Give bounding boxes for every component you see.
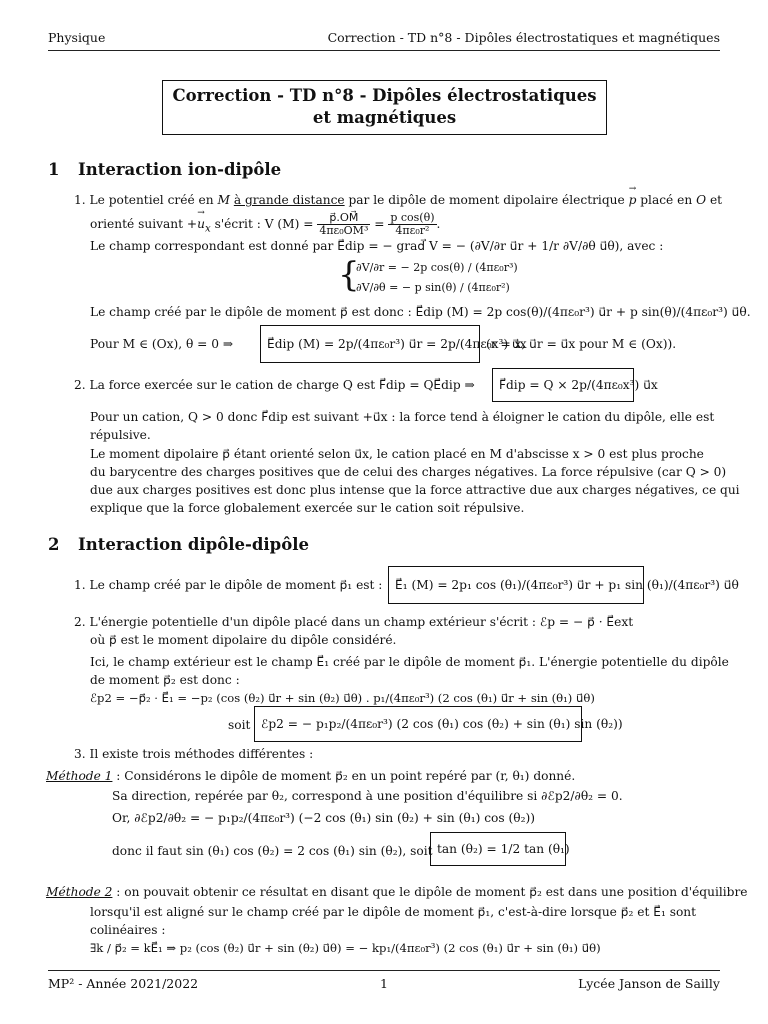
- header-subject: Physique: [48, 30, 106, 45]
- method-1-line2: Sa direction, repérée par θ₂, correspond à une position d'équilibre si ∂ℰp2/∂θ₂ = 0.: [112, 789, 623, 803]
- item-number: 2.: [74, 378, 86, 392]
- text: par le dipôle de moment dipolaire électrique: [348, 193, 625, 207]
- text: La force exercée sur le cation de charge Q est F⃗dip = QE⃗dip ⇒: [89, 378, 475, 392]
- s1-item1-line1: 1. Le potentiel créé en M à grande distance par le dipôle de moment dipolaire électrique → p placé en O et: [74, 192, 722, 208]
- text: Le potentiel créé en: [89, 193, 214, 207]
- section-1-number: 1: [48, 160, 60, 179]
- s1-item2-p1: Pour un cation, Q > 0 donc F⃗dip est suivant +u⃗x : la force tend à éloigner le cation du dipôle, elle est: [90, 410, 715, 424]
- section-2-number: 2: [48, 535, 60, 554]
- s2-item2-soit: soit: [228, 718, 251, 732]
- page-header: [48, 30, 720, 48]
- footer-school: Lycée Janson de Sailly: [578, 976, 720, 991]
- system-brace: {: [338, 255, 360, 295]
- section-1-heading: [48, 160, 281, 179]
- s2-item2-line1: [74, 614, 633, 630]
- text: Le champ créé par le dipôle de moment p⃗₁ est :: [89, 578, 383, 592]
- s2-item2-line4: de moment p⃗₂ est donc :: [90, 673, 240, 687]
- section-1-title: Interaction ion-dipôle: [78, 160, 282, 179]
- footer-rule: [48, 970, 720, 971]
- item-number: 2.: [74, 615, 86, 629]
- result-box-tan: tan (θ₂) = 1/2 tan (θ₁): [430, 832, 566, 866]
- s1-item2-p2: répulsive.: [90, 428, 151, 442]
- section-2-title: Interaction dipôle-dipôle: [78, 535, 309, 554]
- page-footer: [48, 976, 720, 994]
- text: orienté suivant: [90, 217, 184, 231]
- s2-item3-line1: [74, 746, 313, 762]
- s2-item2-line3: Ici, le champ extérieur est le champ E⃗₁ créé par le dipôle de moment p⃗₁. L'énergie potentielle du dipôle: [90, 655, 729, 669]
- s1-item1-line4: Le champ créé par le dipôle de moment p⃗ est donc : E⃗dip (M) = 2p cos(θ)/(4πε₀r³) u⃗r + p sin(θ)/(4πε₀r³) u⃗θ.: [90, 305, 751, 319]
- title-box: [162, 80, 607, 135]
- result-box-force: F⃗dip = Q × 2p/(4πε₀x³) u⃗x: [492, 368, 634, 402]
- text: et: [709, 193, 723, 207]
- text: L'énergie potentielle d'un dipôle placé dans un champ extérieur s'écrit : ℰp = − p⃗ · E⃗ext: [89, 615, 634, 629]
- system-eq-2: ∂V/∂θ = − p sin(θ) / (4πε₀r²): [356, 281, 510, 294]
- fraction: $\frac{p⃗.OM⃗}{\text{4πε₀OM³}}$: [319, 211, 369, 237]
- s2-item2-line2: où p⃗ est le moment dipolaire du dipôle considéré.: [90, 633, 397, 647]
- s1-item1-line3: Le champ correspondant est donné par E⃗dip = − grad⃗ V = − (∂V/∂r u⃗r + 1/r ∂V/∂θ u⃗θ), avec :: [90, 239, 664, 253]
- s2-item2-line5: ℰp2 = −p⃗₂ · E⃗₁ = −p₂ (cos (θ₂) u⃗r + sin (θ₂) u⃗θ) . p₁/(4πε₀r³) (2 cos (θ₁) u⃗r + sin (θ₁) u⃗θ): [90, 691, 595, 705]
- method-2-label: Méthode 2: [46, 885, 113, 899]
- result-box-energy: ℰp2 = − p₁p₂/(4πε₀r³) (2 cos (θ₁) cos (θ₂) + sin (θ₁) sin (θ₂)): [254, 706, 582, 742]
- method-2-line4: ∃k / p⃗₂ = kE⃗₁ ⇒ p₂ (cos (θ₂) u⃗r + sin (θ₂) u⃗θ) = − kp₁/(4πε₀r³) (2 cos (θ₁) u⃗r + sin (θ₁) u⃗θ): [90, 941, 601, 955]
- result-box-field-dipole: E⃗dip (M) = 2p/(4πε₀r³) u⃗r = 2p/(4πε₀x³) u⃗x: [260, 325, 480, 363]
- s1-item2-p6: explique que la force globalement exercée sur le cation soit répulsive.: [90, 501, 525, 515]
- s1-item2-p5: due aux charges positives est donc plus intense que la force attractive due aux charges négatives, ce qui: [90, 483, 740, 497]
- s2-item1-line1: [74, 577, 382, 593]
- method-1-line3: Or, ∂ℰp2/∂θ₂ = − p₁p₂/(4πε₀r³) (−2 cos (θ₁) sin (θ₂) + sin (θ₁) cos (θ₂)): [112, 811, 536, 825]
- s1-item1-line5a: Pour M ∈ (Ox), θ = 0 ⇒: [90, 337, 234, 351]
- item-number: 1.: [74, 578, 86, 592]
- header-rule: [48, 50, 720, 51]
- header-doc-title: Correction - TD n°8 - Dipôles électrostatiques et magnétiques: [327, 30, 720, 45]
- s1-item1-line2: orienté suivant +→ $u_x$ s'écrit : V (M) = $\frac{p⃗.OM⃗}{\text{4πε₀OM³}}$ = $\frac{\text{p cos(θ)}}{\text{4πε₀r²}}$ .: [90, 212, 440, 237]
- method-2-line3: colinéaires :: [90, 923, 166, 937]
- text: placé en: [640, 193, 693, 207]
- item-number: 1.: [74, 193, 86, 207]
- s1-item2-line1: [74, 377, 475, 393]
- system-eq-1: ∂V/∂r = − 2p cos(θ) / (4πε₀r³): [356, 261, 518, 274]
- text: : on pouvait obtenir ce résultat en disant que le dipôle de moment p⃗₂ est dans une position d'équilibre: [116, 885, 748, 899]
- footer-class-year: MP² - Année 2021/2022: [48, 976, 199, 991]
- fraction: $\frac{\text{p cos(θ)}}{\text{4πε₀r²}}$: [390, 211, 435, 237]
- method-1-line4: donc il faut sin (θ₁) cos (θ₂) = 2 cos (θ₁) sin (θ₂), soit: [112, 844, 433, 858]
- underlined-text: à grande distance: [233, 193, 345, 207]
- s1-item1-line5b: (r = x, u⃗r = u⃗x pour M ∈ (Ox)).: [486, 337, 677, 351]
- text: Il existe trois méthodes différentes :: [89, 747, 314, 761]
- footer-page-number: 1: [380, 976, 388, 991]
- item-number: 3.: [74, 747, 86, 761]
- method-2-line1: [46, 884, 748, 900]
- method-2-line2: lorsqu'il est aligné sur le champ créé par le dipôle de moment p⃗₁, c'est-à-dire lorsque p⃗₂ et E⃗₁ sont: [90, 905, 697, 919]
- s1-item2-p4: du barycentre des charges positives que de celui des charges négatives. La force répulsive (car Q > 0): [90, 465, 727, 479]
- section-2-heading: [48, 535, 309, 554]
- title-line-2: et magnétiques: [312, 108, 457, 127]
- method-1-label: Méthode 1: [46, 769, 113, 783]
- text: : Considérons le dipôle de moment p⃗₂ en un point repéré par (r, θ₁) donné.: [116, 769, 576, 783]
- result-box-field-e1: E⃗₁ (M) = 2p₁ cos (θ₁)/(4πε₀r³) u⃗r + p₁ sin (θ₁)/(4πε₀r³) u⃗θ: [388, 566, 644, 604]
- method-1-line1: [46, 768, 575, 784]
- text: s'écrit : V (M) =: [214, 217, 314, 231]
- title-line-1: Correction - TD n°8 - Dipôles électrostatiques: [172, 86, 597, 105]
- s1-item2-p3: Le moment dipolaire p⃗ étant orienté selon u⃗x, le cation placé en M d'abscisse x > 0 est plus proche: [90, 447, 704, 461]
